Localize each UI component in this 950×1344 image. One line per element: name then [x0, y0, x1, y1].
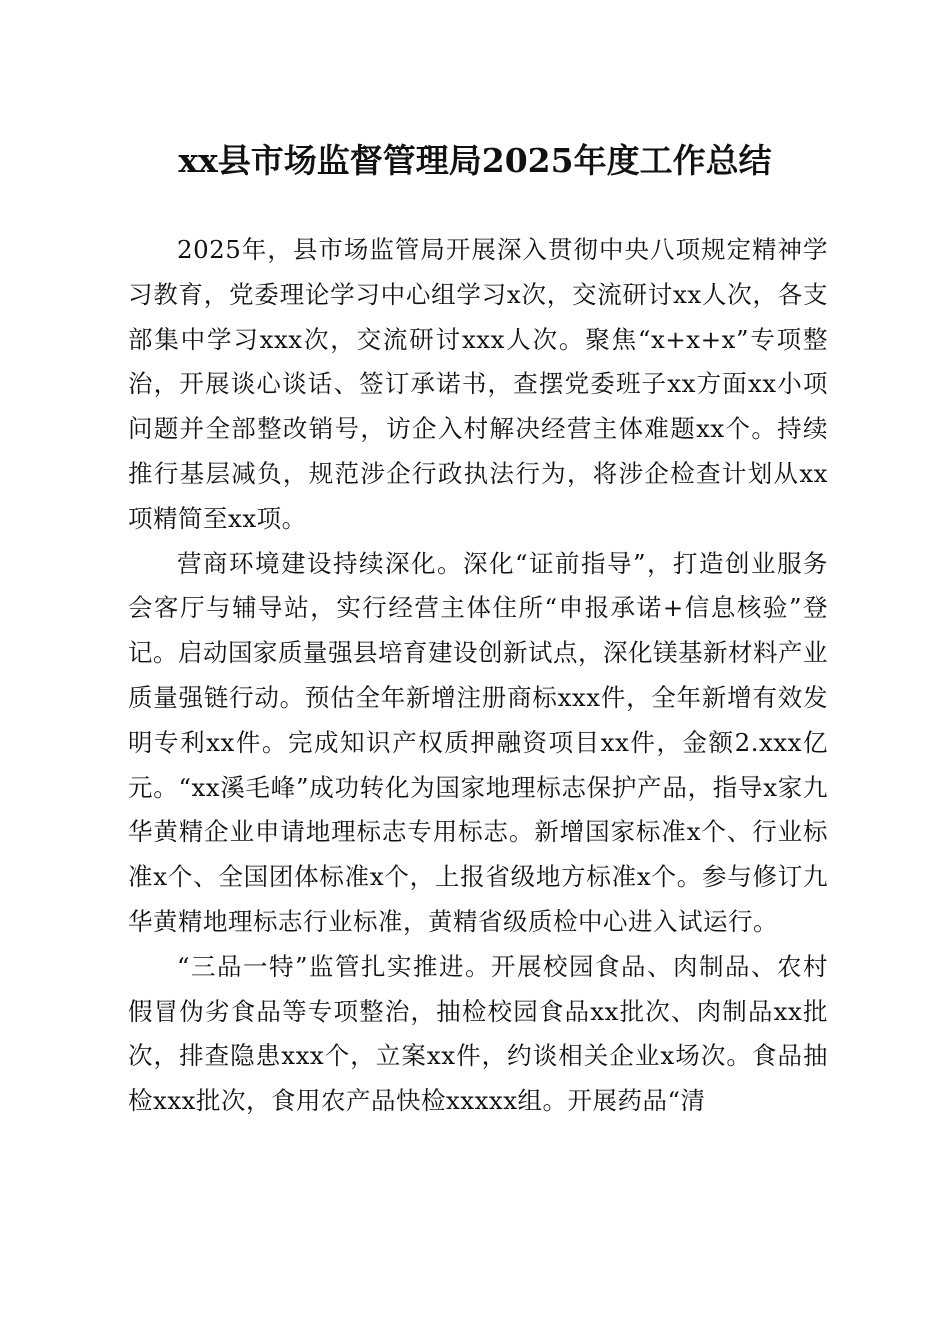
document-title: xx县市场监督管理局2025年度工作总结 [178, 141, 772, 180]
paragraph-supervision: “三品一特”监管扎实推进。开展校园食品、肉制品、农村假冒伪劣食品等专项整治，抽检校园食品xx批次、肉制品xx批次，排查隐患xxx个，立案xx件，约谈相关企业x场次。食品抽检xxx批次，食用农产品快检xxxxx组。开展药品“清 [128, 951, 828, 1116]
paragraph-intro: 2025年，县市场监管局开展深入贯彻中央八项规定精神学习教育，党委理论学习中心组学习x次，交流研讨xx人次，各支部集中学习xxx次，交流研讨xxx人次。聚焦“x+x+x”专项整治，开展谈心谈话、签订承诺书，查摆党委班子xx方面xx小项问题并全部整改销号，访企入村解决经营主体难题xx个。持续推行基层减负，规范涉企行政执法行为，将涉企检查计划从xx项精简至xx项。 [128, 235, 828, 533]
document-body [128, 228, 828, 1124]
paragraph-business-environment: 营商环境建设持续深化。深化“证前指导”，打造创业服务会客厅与辅导站，实行经营主体住所“申报承诺+信息核验”登记。启动国家质量强县培育建设创新试点，深化镁基新材料产业质量强链行动。预估全年新增注册商标xxx件，全年新增有效发明专利xx件。完成知识产权质押融资项目xx件，金额2.xxx亿元。“xx溪毛峰”成功转化为国家地理标志保护产品，指导x家九华黄精企业申请地理标志专用标志。新增国家标准x个、行业标准x个、全国团体标准x个，上报省级地方标准x个。参与修订九华黄精地理标志行业标准，黄精省级质检中心进入试运行。 [128, 548, 828, 936]
